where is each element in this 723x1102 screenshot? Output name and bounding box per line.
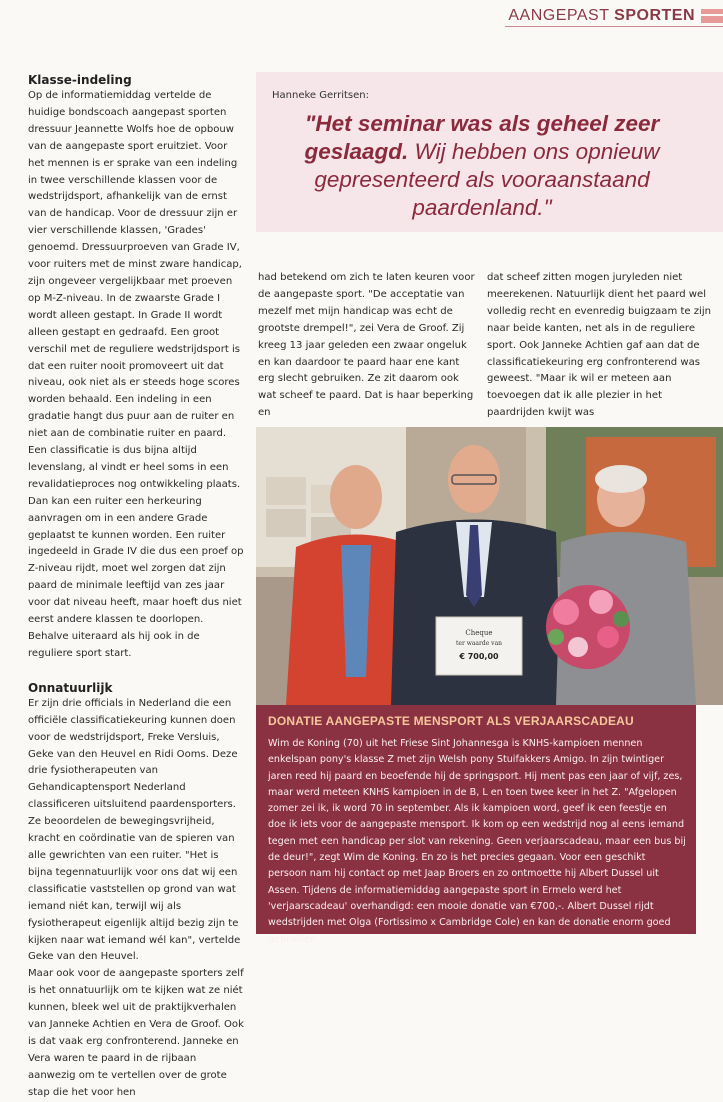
photo-illustration <box>256 427 723 705</box>
quote-text-rest: Wij hebben ons opnieuw gepresenteerd als vooraanstaand paardenland." <box>314 139 660 220</box>
section-title <box>508 7 695 25</box>
header-rule <box>505 26 723 27</box>
cheque-title: Cheque <box>465 629 493 637</box>
section-header <box>508 6 723 26</box>
paragraph-klasse-indeling: Op de informatiemiddag vertelde de huidige bondscoach aangepast sporten dressuur Jeannette Wolfs hoe de opbouw van de aangepaste sport eruitziet. Voor het mennen is er sprake van een indeling in twee verschillende klassen voor de wedstrijdsport, afhankelijk van de ernst van de handicap. Voor de dressuur zijn er vier verschillende klassen, 'Grades' genoemd. Dressuurproeven van Grade IV, voor ruiters met de minst zware handicap, zijn ongeveer vergelijkbaar met proeven op M-Z-niveau. In de zwaarste Grade I wordt alleen gestapt. In Grade II wordt alleen gestapt en gedraafd. Een groot verschil met de reguliere wedstrijdsport is dat een ruiter nooit promoveert uit dat niveau, ook niet als er steeds hoge scores worden behaald. Een indeling in een gradatie hangt dus puur aan de ruiter en niet aan de combinatie ruiter en paard. Een classificatie is dus bijna altijd levenslang, al vindt er heel soms in een revalidatieproces nog ontwikkeling plaats. Dan kan een ruiter een herkeuring aanvragen om in een andere Grade geplaatst te kunnen worden. Een ruiter ingedeeld in Grade IV die dus een proef op Z-niveau rijdt, moet wel zorgen dat zijn paard de minimale leeftijd van zes jaar voor dat niveau heeft, maar hoeft dus niet eerst andere klassen te doorlopen. Behalve uiteraard als hij ook in de reguliere sport start. <box>28 90 244 659</box>
right-column <box>487 270 715 422</box>
header-stripe-mark <box>701 9 723 23</box>
middle-column <box>258 270 476 422</box>
paragraph-vera: had betekend om zich te laten keuren voor de aangepaste sport. "De acceptatie van mezelf met mijn handicap was echt de grootste drempel!", zei Vera de Groof. Zij kreeg 13 jaar geleden een zwaar ongeluk en kan daardoor te paard haar ene kant erg slecht gebruiken. Ze zit daarom ook wat scheef te paard. Dat is haar beperking en <box>258 272 475 419</box>
cheque-amount: € 700,00 <box>459 652 499 661</box>
donation-text: Wim de Koning (70) uit het Friese Sint Johannesga is KNHS-kampioen mennen enkelspan pony's klasse Z met zijn Welsh pony Stuifakkers Amigo. In zijn twintiger jaren reed hij paard en beoefende hij de springsport. Hij ment pas een jaar of vijf, zes, maar werd meteen KNHS kampioen in de B, L en toen twee keer in het Z. "Afgelopen zomer zei ik, ik word 70 in september. Als ik kampioen word, geef ik een feestje en doe ik iets voor de aangepaste mensport. Ik kom op een wedstrijd nog al eens iemand tegen met een handicap per slot van rekening. Geen verjaarscadeau, maar een bus bij de deur!", zegt Wim de Koning. En zo is het precies gegaan. Voor een geschikt persoon nam hij contact op met Jaap Broers en zo ontmoette hij Albert Dussel uit Assen. Tijdens de informatiemiddag aangepaste sport in Ermelo werd het 'verjaarscadeau' overhandigd: een mooie donatie van €700,-. Albert Dussel rijdt wedstrijden met Olga (Fortissimo x Cambridge Cole) en kan de donatie enorm goed gebruiken. <box>268 738 686 945</box>
quote-text <box>276 110 688 222</box>
pull-quote <box>256 72 723 232</box>
heading-onnatuurlijk: Onnatuurlijk <box>28 680 113 695</box>
quote-author: Hanneke Gerritsen: <box>272 90 369 101</box>
paragraph-officials: Er zijn drie officials in Nederland die een officiële classificatiekeuring kunnen doen voor de wedstrijdsport, Freke Versluis, Geke van den Heuvel en Ridi Ooms. Deze drie fysiotherapeuten van Gehandicaptensport Nederland classificeren uitsluitend paardensporters. Ze beoordelen de bewegingsvrijheid, kracht en coördinatie van de spieren van alle gewrichten van een ruiter. "Het is bijna tegennatuurlijk voor ons dat wij een classificatie vaststellen op grond van wat iemand niét kan, terwijl wij als fysiotherapeut eigenlijk altijd bezig zijn te kijken naar wat iemand wél kan", vertelde Geke van den Heuvel. <box>28 697 241 963</box>
cheque-subtitle: ter waarde van <box>455 640 503 647</box>
section-title-light: AANGEPAST <box>508 7 610 24</box>
heading-klasse-indeling: Klasse-indeling <box>28 73 132 87</box>
paragraph-janneke: dat scheef zitten mogen juryleden niet meerekenen. Natuurlijk dient het paard wel volledig recht en evenredig buigzaam te zijn naar beide kanten, net als in de reguliere sport. Ook Janneke Achtien gaf aan dat de classificatiekeuring erg confronterend was geweest. "Maar ik wil er meteen aan toevoegen dat ik alle plezier in het paardrijden kwijt was <box>487 272 711 419</box>
donation-title: DONATIE AANGEPASTE MENSPORT ALS VERJAARSCADEAU <box>268 714 634 728</box>
paragraph-sporters: Maar ook voor de aangepaste sporters zelf is het onnatuurlijk om te kijken wat ze niét kunnen, bleek wel uit de praktijkverhalen van Janneke Achtien en Vera de Groof. Ook is dat vaak erg confronterend. Janneke en Vera waren te paard in de rijbaan aanwezig om te vertellen over de grote stap die het voor hen <box>28 968 244 1098</box>
photo-cheque-handover <box>256 427 723 705</box>
donation-box <box>256 705 696 945</box>
section-title-bold: SPORTEN <box>614 7 695 24</box>
quote-text-bold: "Het seminar was als geheel zeer geslaagd. <box>304 111 660 164</box>
left-column <box>28 72 246 1102</box>
